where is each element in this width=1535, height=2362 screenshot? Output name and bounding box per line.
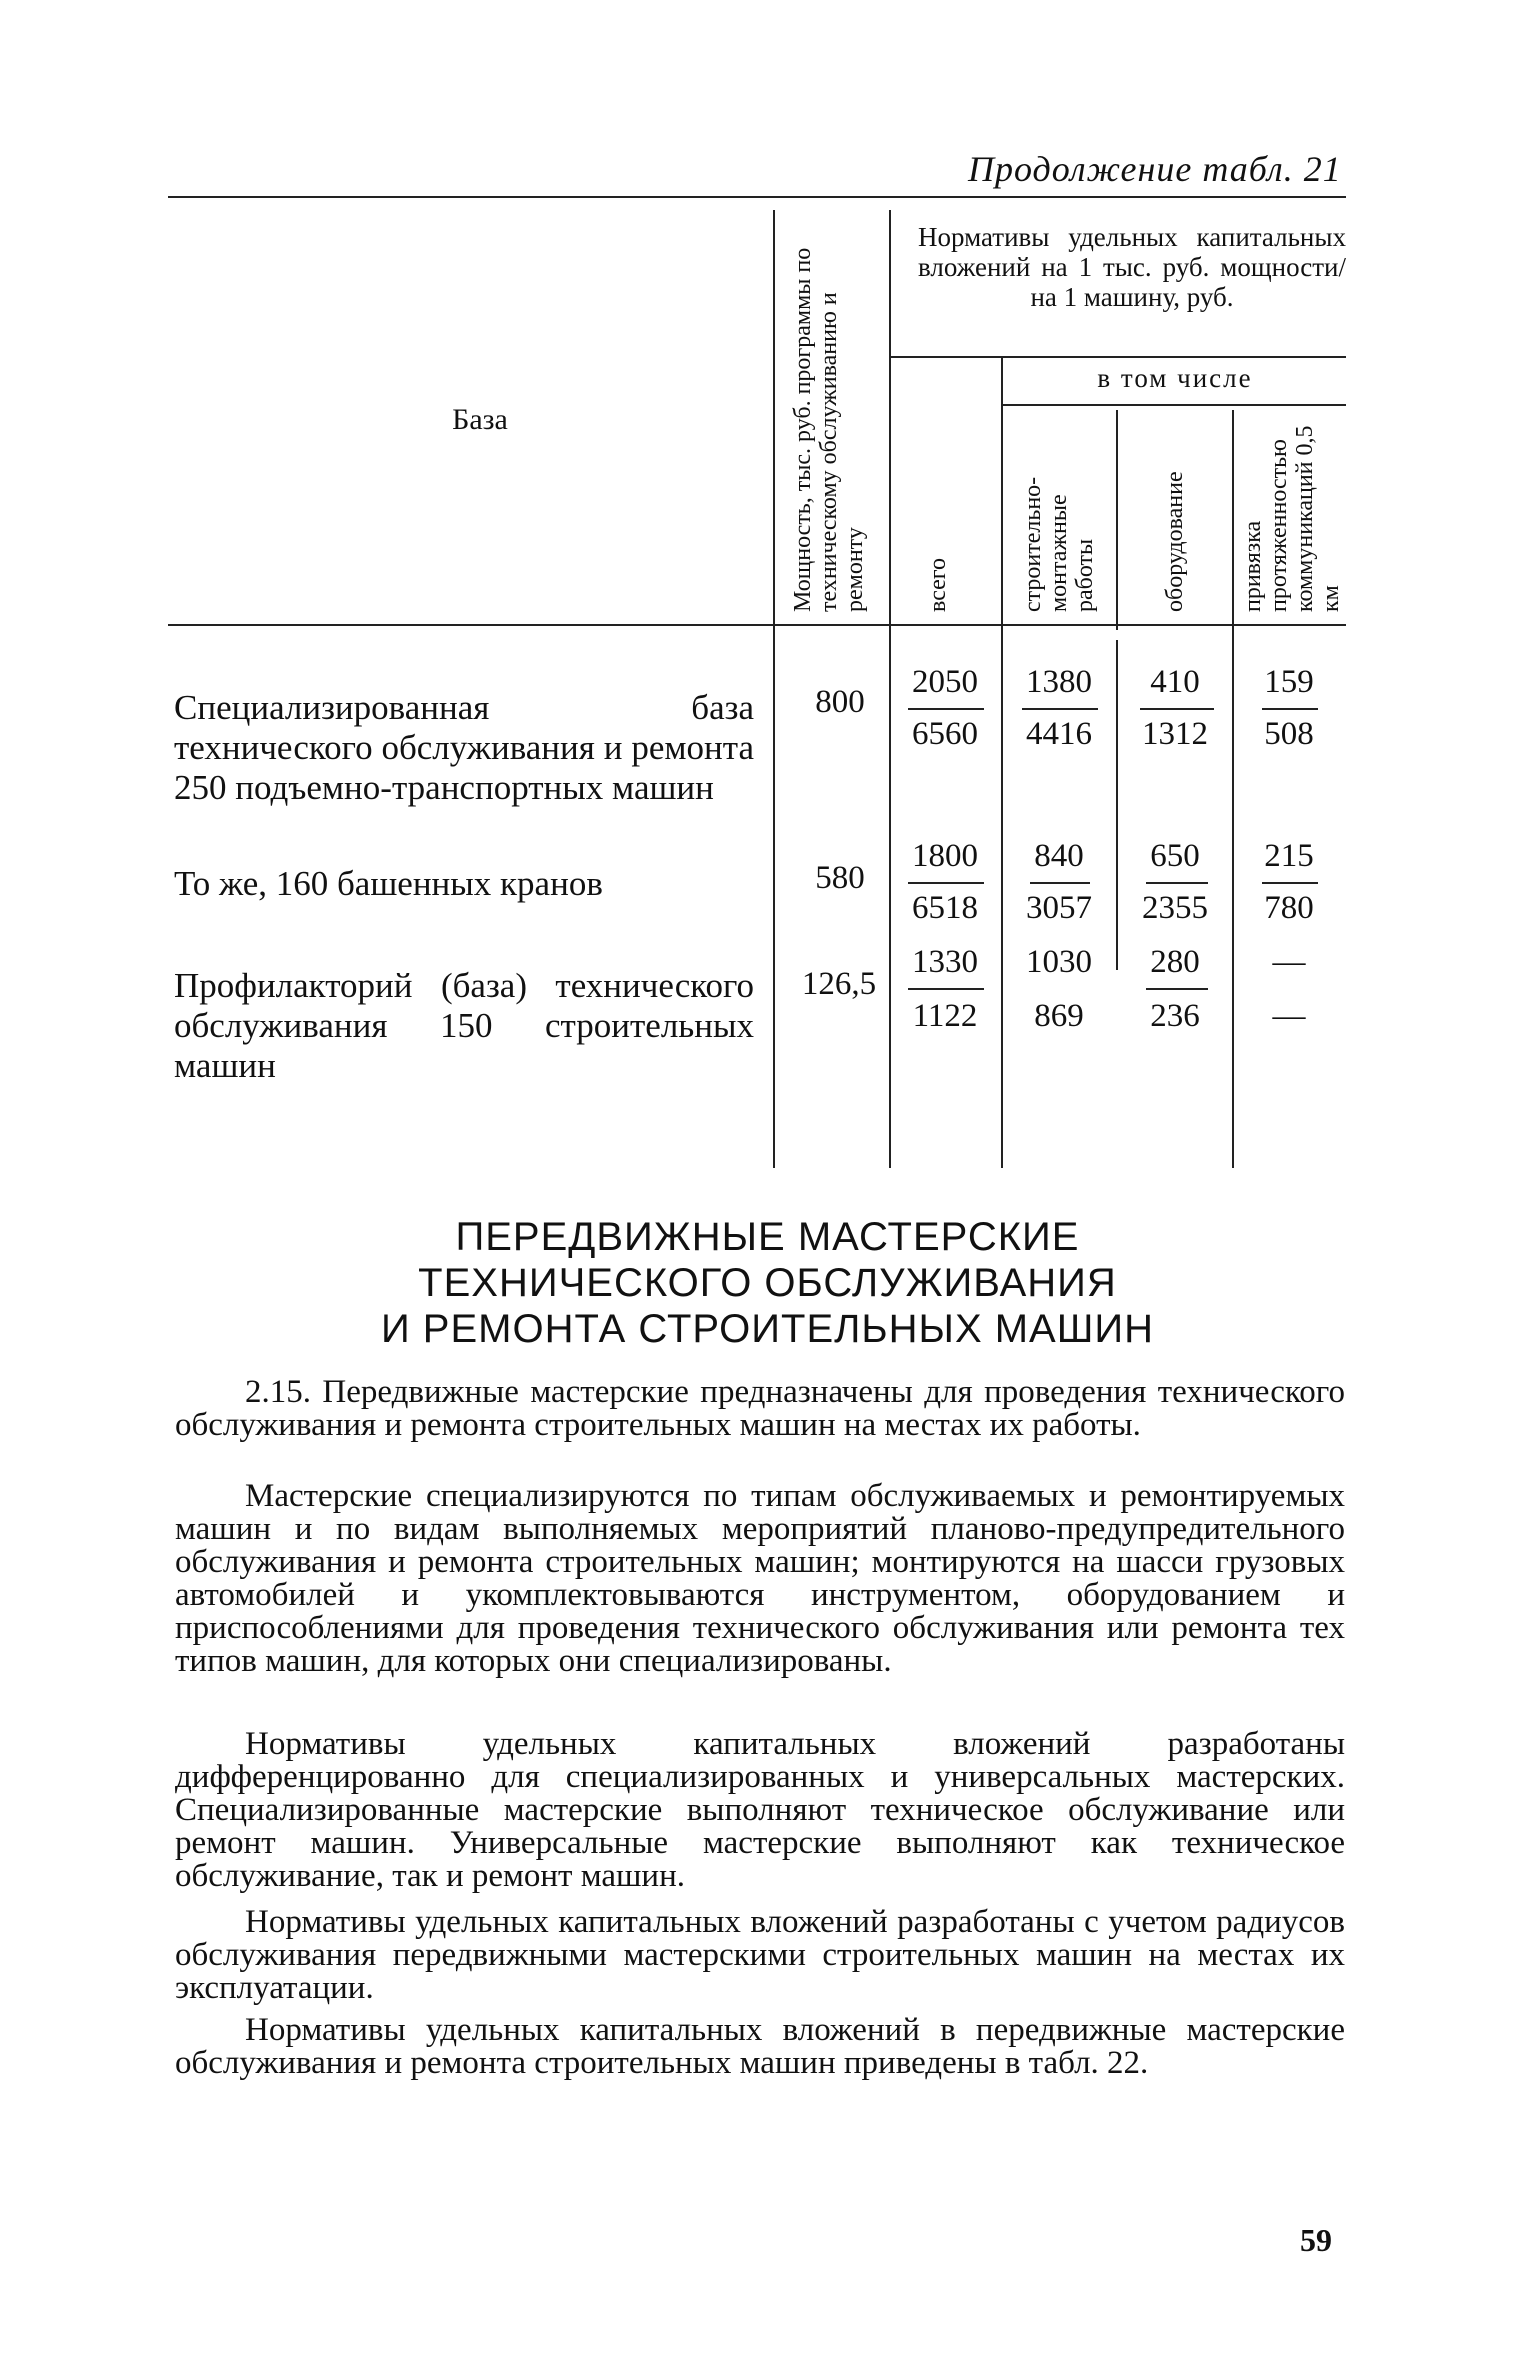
row-2-construction-top: 840 (1034, 838, 1084, 874)
row-2-total-top: 1800 (912, 838, 978, 874)
header-equipment: оборудование (1162, 471, 1188, 612)
row-1-total-top: 2050 (912, 664, 978, 700)
paragraph-3: Нормативы удельных капитальных вложений разработаны дифференцированно для специализированных и универсальных мастерских. Специализированные мастерские выполняют техническое обслуживание или ремонт машин. Универсальные мастерские выполняют как техническое обслуживание, так и ремонт машин. (175, 1726, 1345, 1894)
col-divider-4b (1116, 640, 1118, 970)
row-3-utilities-bottom: — (1272, 998, 1306, 1034)
table-header-rule (168, 624, 1346, 626)
row-1-construction-bottom: 4416 (1026, 716, 1092, 752)
row-3-total-bottom: 1122 (912, 998, 978, 1034)
page-number: 59 (1300, 2222, 1332, 2258)
header-capacity: Мощность, тыс. руб. программы по техническому обслуживанию и ремонту (790, 247, 868, 612)
col-divider-1 (773, 210, 775, 1168)
row-2-total-fraction (908, 882, 984, 884)
row-1-equipment-bottom: 1312 (1142, 716, 1208, 752)
row-2-equipment-top: 650 (1150, 838, 1200, 874)
row-2-capacity: 580 (815, 860, 865, 896)
row-1-utilities-fraction (1262, 708, 1318, 710)
row-3-equipment-fraction (1146, 988, 1208, 990)
paragraph-5: Нормативы удельных капитальных вложений в передвижные мастерские обслуживания и ремонта строительных машин приведены в табл. 22. (175, 2012, 1345, 2081)
col-divider-3 (1001, 358, 1003, 1168)
header-including: в том числе (1097, 363, 1253, 393)
paragraph-1: 2.15. Передвижные мастерские предназначены для проведения технического обслуживания и ремонта строительных машин на местах их работы. (175, 1374, 1345, 1443)
section-title-line-3: И РЕМОНТА СТРОИТЕЛЬНЫХ МАШИН (380, 1307, 1155, 1351)
row-1-total-fraction (908, 708, 984, 710)
table-caption: Продолжение табл. 21 (968, 149, 1342, 189)
header-norms: Нормативы удельных капитальных вложений на 1 тыс. руб. мощности/на 1 машину, руб. (918, 222, 1346, 312)
row-3-utilities-top: — (1272, 944, 1306, 980)
row-2-utilities-bottom: 780 (1264, 890, 1314, 926)
row-2-utilities-fraction (1262, 882, 1318, 884)
col-divider-5 (1232, 410, 1234, 1168)
row-2-equipment-fraction (1146, 882, 1208, 884)
table-top-rule (168, 196, 1346, 198)
row-3-construction-bottom: 869 (1034, 998, 1084, 1034)
norms-divider (890, 356, 1346, 358)
row-2-utilities-top: 215 (1264, 838, 1314, 874)
row-3-equipment-bottom: 236 (1150, 998, 1200, 1034)
row-1-utilities-top: 159 (1264, 664, 1314, 700)
row-1-equipment-top: 410 (1150, 664, 1200, 700)
row-2-construction-bottom: 3057 (1026, 890, 1092, 926)
col-divider-4 (1116, 410, 1118, 630)
row-3-total-top: 1330 (912, 944, 978, 980)
header-base: База (452, 403, 508, 436)
row-1-utilities-bottom: 508 (1264, 716, 1314, 752)
header-construction: строительно-монтажные работы (1020, 476, 1098, 612)
row-1-total-bottom: 6560 (912, 716, 978, 752)
row-1-equipment-fraction (1140, 708, 1214, 710)
paragraph-4: Нормативы удельных капитальных вложений разработаны с учетом радиусов обслуживания передвижными мастерскими строительных машин на местах их эксплуатации. (175, 1904, 1345, 2006)
header-total: всего (925, 557, 951, 612)
including-divider (1002, 404, 1346, 406)
header-utilities: привязка протяженностью коммуникаций 0,5 км (1240, 425, 1344, 612)
row-3-equipment-top: 280 (1150, 944, 1200, 980)
row-3-capacity: 126,5 (801, 966, 877, 1002)
row-2-equipment-bottom: 2355 (1142, 890, 1208, 926)
row-3-total-fraction (908, 988, 984, 990)
row-1-construction-fraction (1022, 708, 1098, 710)
row-1-construction-top: 1380 (1026, 664, 1092, 700)
row-2-construction-fraction (1030, 882, 1090, 884)
row-3-construction-top: 1030 (1026, 944, 1092, 980)
section-title-line-1: ПЕРЕДВИЖНЫЕ МАСТЕРСКИЕ (455, 1215, 1080, 1259)
row-3-label: Профилакторий (база) технического обслуживания 150 строительных машин (174, 966, 754, 1085)
row-1-capacity: 800 (815, 684, 865, 720)
paragraph-2: Мастерские специализируются по типам обслуживаемых и ремонтируемых машин и по видам выполняемых мероприятий планово-предупредительного обслуживания и ремонта строительных машин; монтируются на шасси грузовых автомобилей и укомплектовываются инструментом, оборудованием и приспособлениями для проведения технического обслуживания или ремонта тех типов машин, для которых они специализированы. (175, 1478, 1345, 1679)
row-2-label: То же, 160 башенных кранов (174, 864, 603, 903)
row-1-label: Специализированная база технического обслуживания и ремонта 250 подъемно-транспортных машин (174, 688, 754, 807)
section-title-line-2: ТЕХНИЧЕСКОГО ОБСЛУЖИВАНИЯ (418, 1261, 1117, 1305)
row-2-total-bottom: 6518 (912, 890, 978, 926)
